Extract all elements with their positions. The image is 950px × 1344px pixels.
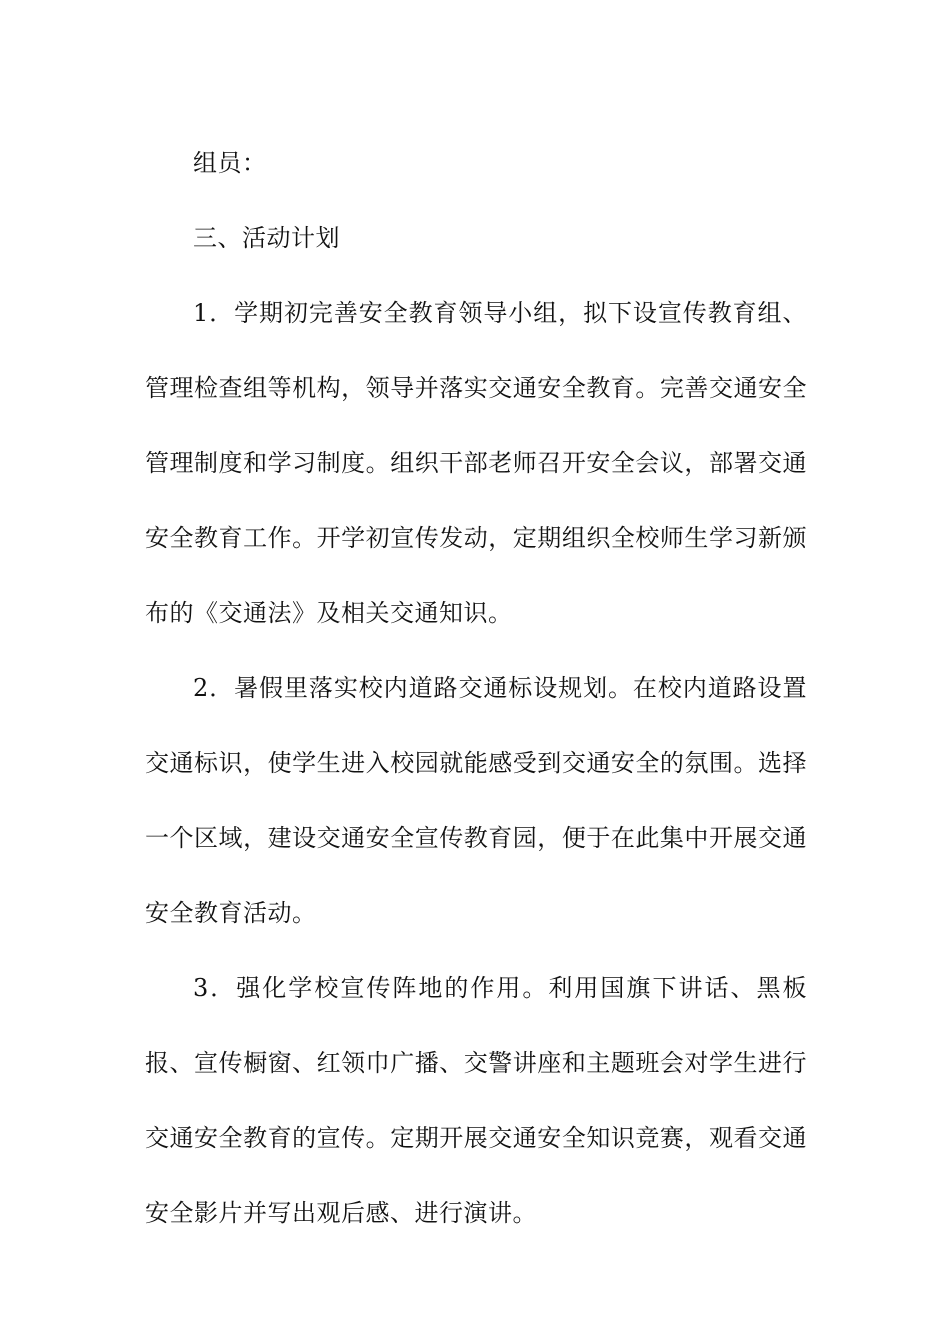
paragraph-section-heading: 三、活动计划 — [193, 224, 340, 252]
document-body — [145, 126, 807, 1251]
paragraph-members-label: 组员： — [193, 149, 267, 177]
paragraph-plan-item-3: 3．强化学校宣传阵地的作用。利用国旗下讲话、黑板报、宣传橱窗、红领巾广播、交警讲座和主题班会对学生进行交通安全教育的宣传。定期开展交通安全知识竞赛，观看交通安全影片并写出观后感、进行演讲。 — [145, 974, 807, 1227]
paragraph-plan-item-1: 1．学期初完善安全教育领导小组，拟下设宣传教育组、管理检查组等机构，领导并落实交通安全教育。完善交通安全管理制度和学习制度。组织干部老师召开安全会议，部署交通安全教育工作。开学初宣传发动，定期组织全校师生学习新颁布的《交通法》及相关交通知识。 — [145, 299, 807, 627]
paragraph-plan-item-2: 2．暑假里落实校内道路交通标设规划。在校内道路设置交通标识，使学生进入校园就能感受到交通安全的氛围。选择一个区域，建设交通安全宣传教育园，便于在此集中开展交通安全教育活动。 — [145, 674, 807, 927]
